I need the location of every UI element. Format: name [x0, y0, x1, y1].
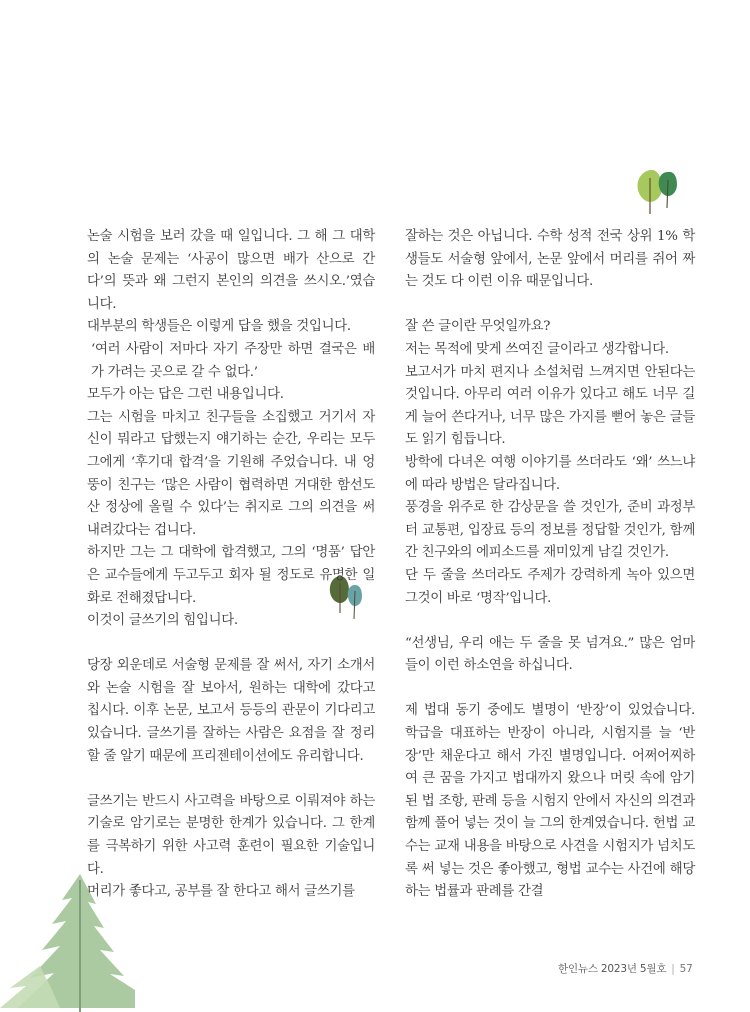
tree-illustration-top — [632, 166, 692, 218]
paragraph: 대부분의 학생들은 이렇게 답을 했을 것입니다. — [87, 319, 351, 335]
page-footer — [558, 961, 693, 976]
left-text-column — [87, 226, 375, 904]
paragraph: 논술 시험을 보러 갔을 때 일입니다. 그 해 그 대학의 논술 문제는 ‘사공이 많으면 배가 산으로 간다’의 뜻과 왜 그런지 본인의 의견을 쓰시오.’였습니다. — [87, 229, 375, 312]
paragraph: 머리가 좋다고, 공부를 잘 한다고 해서 글쓰기를 — [87, 884, 355, 900]
paragraph: 방학에 다녀온 여행 이야기를 쓰더라도 ‘왜’ 쓰느냐에 따라 방법은 달라집니다. — [405, 454, 695, 493]
paragraph: “선생님, 우리 애는 두 줄을 못 넘겨요.” 많은 엄마들이 이런 하소연을 하십니다. — [405, 635, 695, 674]
paragraph: ‘여러 사람이 저마다 자기 주장만 하면 결국은 배가 가려는 곳으로 갈 수 없다.’ — [91, 341, 375, 380]
right-text-column — [405, 226, 695, 904]
paragraph: 그는 시험을 마치고 친구들을 소집했고 거기서 자신이 뭐라고 답했는지 얘기하는 순간, 우리는 모두 그에게 ‘후기대 합격’을 기원해 주었습니다. 내 엉뚱이 친구는 ‘많은 사람이 협력하면 거대한 함선도 산 정상에 올릴 수 있다’는 취지로 그의 의견을 써내려갔다는 겁니다. — [87, 409, 375, 538]
page-number: 57 — [679, 963, 693, 975]
paragraph: 단 두 줄을 쓰더라도 주제가 강력하게 녹아 있으면 그것이 바로 ‘명작’입니다. — [405, 567, 695, 606]
paragraph: 당장 외운데로 서술형 문제를 잘 써서, 자기 소개서와 논술 시험을 잘 보아서, 원하는 대학에 갔다고 칩시다. 이후 논문, 보고서 등등의 관문이 기다리고 있습니다. 글쓰기를 잘하는 사람은 요점을 잘 정리할 줄 알기 때문에 프리젠테이션에도 유리합니다. — [87, 658, 375, 764]
paragraph: 글쓰기는 반드시 사고력을 바탕으로 이뤄져야 하는 기술로 암기로는 분명한 한계가 있습니다. 그 한계를 극복하기 위한 사고력 훈련이 필요한 기술입니다. — [87, 793, 375, 877]
paragraph: 보고서가 마치 편지나 소설처럼 느껴지면 안된다는 것입니다. 아무리 여러 이유가 있다고 해도 너무 길게 늘어 쓴다거나, 너무 많은 가지를 뻗어 놓은 글들도 읽기 힘듭니다. — [405, 364, 695, 448]
paragraph: 제 법대 동기 중에도 별명이 ‘반장’이 있었습니다. 학급을 대표하는 반장이 아니라, 시험지를 늘 ‘반 장’만 채운다고 해서 가진 별명입니다. 어쩌어찌하여 큰 꿈을 가지고 법대까지 왔으나 머릿 속에 암기된 법 조항, 판례 등을 시험지 안에서 자신의 의견과 함께 풀어 넣는 것이 늘 그의 한계였습니다. 헌법 교수는 교재 내용을 바탕으로 사견을 시험지가 넘치도록 써 넣는 것은 좋아했고, 형법 교수는 사건에 해당하는 법률과 판례를 간결 — [405, 703, 695, 900]
paragraph: 잘하는 것은 아닙니다. 수학 성적 전국 상위 1% 학생들도 서술형 앞에서, 논문 앞에서 머리를 쥐어 짜는 것도 다 이런 이유 때문입니다. — [405, 229, 695, 290]
paragraph: 잘 쓴 글이란 무엇일까요? — [405, 319, 551, 335]
paragraph: 모두가 아는 답은 그런 내용입니다. — [87, 387, 284, 403]
footer-separator: | — [671, 963, 675, 975]
paragraph: 이것이 글쓰기의 힘입니다. — [87, 613, 238, 629]
publication-title: 한인뉴스 2023년 5월호 — [558, 963, 667, 975]
paragraph: 하지만 그는 그 대학에 합격했고, 그의 ‘명품’ 답안은 교수들에게 두고두고 회자 될 정도로 유명한 일화로 전해졌답니다. — [87, 545, 375, 606]
paragraph: 저는 목적에 맞게 쓰여진 글이라고 생각합니다. — [405, 341, 669, 357]
paragraph: 풍경을 위주로 한 감상문을 쓸 것인가, 준비 과정부터 교통편, 입장료 등의 정보를 정답할 것인가, 함께 간 친구와의 에피소드를 재미있게 남길 것인가. — [405, 500, 695, 561]
